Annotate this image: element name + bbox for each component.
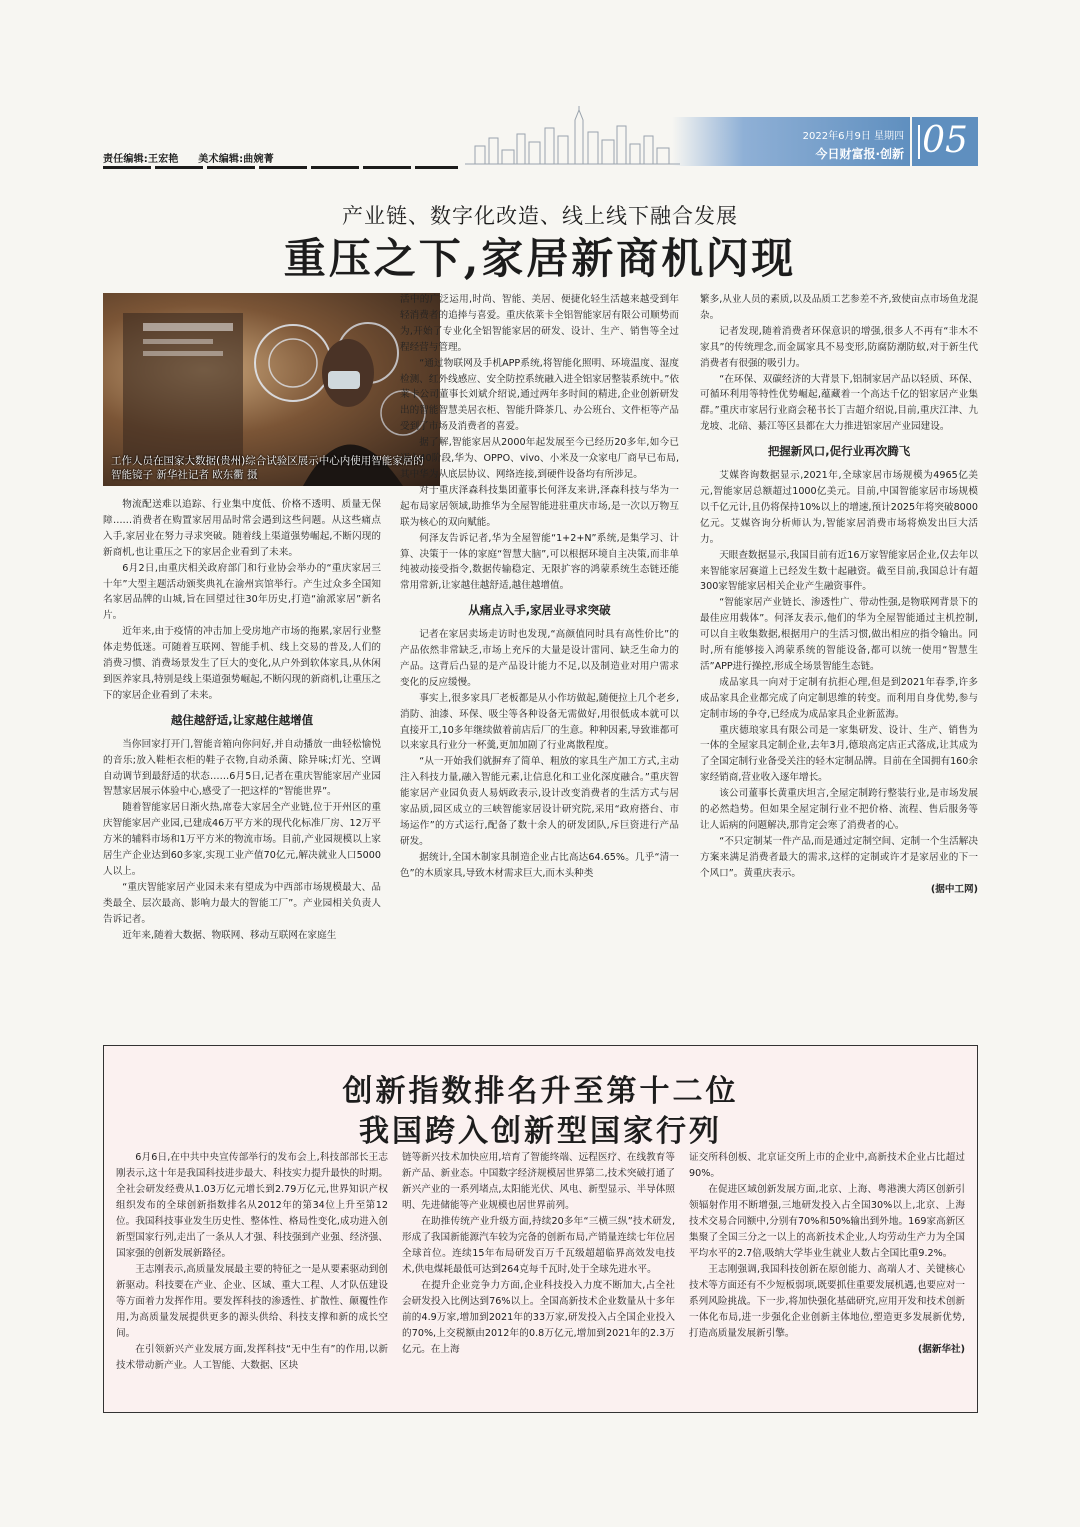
- innovation-news-box: [103, 1045, 978, 1413]
- paragraph: 记者在家居卖场走访时也发现,“高颜值同时具有高性价比”的产品依然非常缺乏,市场上充斥的大量是设计雷同、缺乏生命力的产品。这背后凸显的是产品设计能力不足,以及制造业对用户需求变化的反应缓慢。: [400, 629, 679, 688]
- article-column-3: [700, 292, 978, 898]
- paragraph: “不只定制某一件产品,而是通过定制空间、定制一个生活解决方案来满足消费者最大的需求,这样的定制或许才是家居业的下一个风口”。黄重庆表示。: [700, 835, 978, 879]
- paragraph: 据了解,智能家居从2000年起发展至今已经历20多年,如今已迈入40阶段,华为、OPPO、vivo、小米及一众家电厂商早已布局,其中华为从底层协议、网络连接,到硬件设备均有所涉足。: [400, 437, 679, 480]
- article-source: (据中工网): [930, 883, 978, 895]
- paragraph: 成品家具一向对于定制有抗拒心理,但是到2021年春季,许多成品家具企业都完成了向定制思维的转变。而利用自身优势,参与定制市场的争夺,已经成为成品家具企业新蓝海。: [700, 676, 978, 720]
- art-editor-name: 美术编辑:曲婉菁: [198, 154, 274, 165]
- section-heading: 把握新风口,促行业再次腾飞: [767, 444, 911, 459]
- paragraph: “从一开始我们就摒弃了简单、粗放的家具生产加工方式,主动注入科技力量,融入智能元素,让信息化和工业化深度融合。”重庆智能家居产业园负责人易炳政表示,设计改变消费者的生活方式与居家品质,园区成立的三峡智能家居设计研究院,采用“政府搭台、市场运作”的方式运行,配备了数十余人的研发团队,斥巨资进行产品研发。: [400, 756, 679, 847]
- article-kicker: 产业链、数字化改造、线上线下融合发展: [342, 204, 738, 228]
- paragraph: 据统计,全国木制家具制造企业占比高达64.65%。几乎“清一色”的木质家具,导致木材需求巨大,而木头种类: [400, 851, 679, 879]
- paragraph: 天眼查数据显示,我国目前有近16万家智能家居企业,仅去年以来智能家居赛道上已经发生数十起融资。截至目前,我国总计有超300家智能家居相关企业产生融资事件。: [700, 549, 978, 593]
- box-column-1: [116, 1150, 388, 1374]
- paragraph: 事实上,很多家具厂老板都是从小作坊做起,随便拉上几个老乡,消防、油漆、环保、吸尘等各种设备无需做好,用很低成本就可以直接开工,10多年继续做着前店后厂的生意。种种因素,导致谁都可以来家具行业分一杯羹,更加加剧了行业离散程度。: [400, 692, 679, 752]
- paragraph: 重庆德琅家具有限公司是一家集研发、设计、生产、销售为一体的全屋家具定制企业,去年3月,德琅高定店正式落成,让其成为了全国定制行业备受关注的轻木定制品牌。目前在全国拥有160余家经销商,营业收入逐年增长。: [700, 724, 978, 784]
- paragraph: 在引领新兴产业发展方面,发挥科技“无中生有”的作用,以新技术带动新产业。人工智能、大数据、区块: [116, 1344, 388, 1371]
- article-headline: 重压之下,家居新商机闪现: [283, 234, 797, 283]
- section-heading: 越住越舒适,让家越住越增值: [170, 712, 314, 727]
- article-photo: [103, 293, 440, 486]
- paragraph: 链等新兴技术加快应用,培育了智能终端、远程医疗、在线教育等新产品、新业态。中国数字经济规模居世界第二,技术突破打通了新兴产业的一系列堵点,太阳能光伏、风电、新型显示、半导体照明、先进储能等产业规模也居世界前列。: [402, 1152, 675, 1211]
- box-column-3: [689, 1150, 965, 1358]
- paragraph: “重庆智能家居产业园未来有望成为中西部市场规模最大、品类最全、层次最高、影响力最大的智能工厂”。产业园相关负责人告诉记者。: [103, 881, 381, 925]
- editor-credits: [103, 150, 274, 165]
- paragraph: 繁多,从业人员的素质,以及品质工艺参差不齐,致使亩点市场鱼龙混杂。: [700, 294, 978, 321]
- paragraph: “在环保、双碳经济的大背景下,铝制家居产品以轻质、环保、可循环利用等特性优势崛起,蕴藏着一个高达千亿的铝家居产业集群。”重庆市家居行业商会秘书长丁吉超介绍说,目前,重庆江津、九龙坡、北碚、綦江等区县都在大力推进铝家居产业园建设。: [700, 373, 978, 433]
- date-banner: [672, 117, 910, 166]
- issue-date: 2022年6月9日 星期四: [802, 131, 904, 142]
- paragraph: “智能家居产业链长、渗透性广、带动性强,是物联网背景下的最佳应用载体”。何泽友表示,他们的华为全屋智能通过主机控制,可以自主收集数据,根据用户的生活习惯,做出相应的指令输出。同时,所有能够接入鸿蒙系统的智能设备,都可以统一使用“智慧生活”APP进行操控,形成全场景智能生态链。: [700, 597, 978, 672]
- article-column-1: [103, 497, 381, 943]
- article-column-2: [400, 292, 679, 882]
- paragraph: 对于重庆泽森科技集团董事长何泽友来讲,泽森科技与华为一起布局家居领域,助推华为全屋智能进驻重庆市场,是一次以万物互联为核心的双向赋能。: [400, 484, 679, 528]
- box-column-2: [402, 1150, 675, 1358]
- paragraph: 近年来,随着大数据、物联网、移动互联网在家庭生: [122, 929, 337, 941]
- header-rule: [103, 166, 458, 169]
- paragraph: 何泽友告诉记者,华为全屋智能“1+2+N”系统,是集学习、计算、决策于一体的家庭“智慧大脑”,可以根据环境自主决策,而非单纯被动接受指令,数据传输稳定、无限扩容的鸿蒙系统生态链还能常用常新,让家越住越舒适,越住越增值。: [400, 532, 679, 592]
- box-headline-line-1: 创新指数排名升至第十二位: [342, 1074, 739, 1109]
- paragraph: 在提升企业竞争力方面,企业科技投入力度不断加大,占全社会研发投入比例达到76%以上。全国高新技术企业数量从十多年前的4.9万家,增加到2021年的33万家,研发投入占全国企业投入的70%,上交税额由2012年的0.8万亿元,增加到2021年的2.3万亿元。在上海: [402, 1280, 675, 1355]
- paragraph: 在促进区域创新发展方面,北京、上海、粤港澳大湾区创新引领辐射作用不断增强,三地研发投入占全国30%以上,北京、上海技术交易合同额中,分别有70%和50%输出到外地。169家高新区集聚了全国三分之一以上的高新技术企业,人均劳动生产力为全国平均水平的2.7倍,吸纳大学毕业生就业人数占全国比重9.2%。: [689, 1184, 965, 1259]
- paragraph: 王志刚强调,我国科技创新在原创能力、高端人才、关键核心技术等方面还有不少短板弱项,既要抓住重要发展机遇,也要应对一系列风险挑战。下一步,将加快强化基础研究,应用开发和技术创新一体化布局,进一步强化企业创新主体地位,塑造更多发展新优势,打造高质量发展新引擎。: [689, 1264, 965, 1339]
- paragraph: 记者发现,随着消费者环保意识的增强,很多人不再有“非木不家具”的传统理念,而金属家具不易变形,防腐防潮防蚁,对于新生代消费者有很强的吸引力。: [700, 325, 978, 369]
- paragraph: 6月2日,由重庆相关政府部门和行业协会举办的“重庆家居三十年”大型主题活动颁奖典礼在渝州宾馆举行。产生过众多全国知名家居品牌的山城,旨在回望过往30年历史,打造“渝派家居”新名片。: [103, 562, 381, 622]
- paragraph: 物流配送难以追踪、行业集中度低、价格不透明、质量无保障……消费者在购置家居用品时常会遇到这些问题。从这些痛点入手,家居业在努力寻求突破。随着线上渠道强势崛起,不断闪现的新商机,也让重压之下的家居企业看到了未来。: [103, 499, 381, 558]
- paragraph: 当你回家打开门,智能音箱向你问好,并自动播放一曲轻松愉悦的音乐;放入鞋柜衣柜的鞋子衣物,自动杀菌、除异味;灯光、空调自动调节到最舒适的状态……6月5日,记者在重庆智能家居产业园智慧家居展示体验中心,感受了一把这样的“智能世界”。: [103, 738, 381, 798]
- section-heading: 从痛点入手,家居业寻求突破: [468, 603, 611, 618]
- paragraph: 该公司董事长黄重庆坦言,全屋定制跨行整装行业,是市场发展的必然趋势。但如果全屋定制行业不把价格、流程、售后服务等让人诟病的问题解决,那肯定会寒了消费者的心。: [700, 788, 978, 831]
- paragraph: 在助推传统产业升级方面,持续20多年“三横三纵”技术研发,形成了我国新能源汽车较为完备的创新布局,产销量连续七年位居全球首位。连续15年布局研发百万千瓦级超超临界高效发电技术,供电煤耗最低可达到264克每千瓦时,处于全球先进水平。: [402, 1216, 675, 1275]
- paragraph: 证交所科创板、北京证交所上市的企业中,高新技术企业占比超过90%。: [689, 1152, 965, 1179]
- paragraph: 6月6日,在中共中央宣传部举行的发布会上,科技部部长王志刚表示,这十年是我国科技进步最大、科技实力提升最快的时期。全社会研发经费从1.03万亿元增长到2.79万亿元,世界知识产权组织发布的全球创新指数排名从2012年的第34位上升至第12位。我国科技事业发生历史性、整体性、格局性变化,成功进入创新型国家行列,走出了一条从人才强、科技强到产业强、经济强、国家强的创新发展新路径。: [116, 1152, 388, 1259]
- paper-name: 今日财富报·创新: [815, 147, 904, 161]
- box-headline-line-2: 我国跨入创新型国家行列: [359, 1114, 722, 1149]
- paragraph: 王志刚表示,高质量发展最主要的特征之一是从要素驱动到创新驱动。科技要在产业、企业、区域、重大工程、人才队伍建设等方面着力发挥作用。要发挥科技的渗透性、扩散性、颠覆性作用,为高质量发展提供更多的源头供给、科技支撑和新的成长空间。: [116, 1264, 388, 1339]
- photo-caption: 工作人员在国家大数据(贵州)综合试验区展示中心内使用智能家居的智能镜子 新华社记者 欧东衢 摄: [111, 455, 424, 481]
- page-number: 05: [922, 120, 968, 161]
- editor-name: 责任编辑:王宏艳: [103, 154, 179, 165]
- paragraph: 近年来,由于疫情的冲击加上受房地产市场的拖累,家居行业整体走势低迷。可随着互联网、智能手机、线上交易的普及,人们的消费习惯、消费场景发生了巨大的变化,从户外到软体家具,从休闲到医养家具,特别是线上渠道强势崛起,不断闪现的新商机,让重压之下的家居企业看到了未来。: [103, 626, 381, 701]
- paragraph: “通过物联网及手机APP系统,将智能化照明、环境温度、湿度检测、红外线感应、安全防控系统融入进全铝家居整装系统中。”依莱卡公司董事长刘斌介绍说,通过两年多时间的精进,企业创新研发出的智能智慧美居衣柜、智能升降茶几、办公班台、文件柜等产品受到了市场及消费者的喜爱。: [400, 357, 679, 433]
- paragraph: 活中的广泛运用,时尚、智能、美居、便捷化轻生活越来越受到年轻消费者的追捧与喜爱。重庆依莱卡全铝智能家居有限公司顺势而为,开始了专业化全铝智能家居的研发、设计、生产、销售等全过程经营与管理。: [400, 294, 679, 353]
- paragraph: 艾媒咨询数据显示,2021年,全球家居市场规模为4965亿美元,智能家居总额超过1000亿美元。目前,中国智能家居市场规模以千亿元计,且仍将保持10%以上的增速,预计2025年将突破8000亿元。艾媒咨询分析师认为,智能家居消费市场将焕发出巨大活力。: [700, 470, 978, 545]
- skyline-illustration: [465, 106, 680, 168]
- paragraph: 随着智能家居日渐火热,席卷大家居全产业链,位于开州区的重庆智能家居产业园,已建成46万平方米的现代化标准厂房、12万平方米的辅料市场和1万平方米的物流市场。目前,产业园规模以上家居生产企业达到60多家,实现工业产值70亿元,解决就业人口5000人以上。: [103, 802, 381, 877]
- page-number-box: [912, 117, 978, 166]
- box-source: (据新华社): [917, 1344, 965, 1355]
